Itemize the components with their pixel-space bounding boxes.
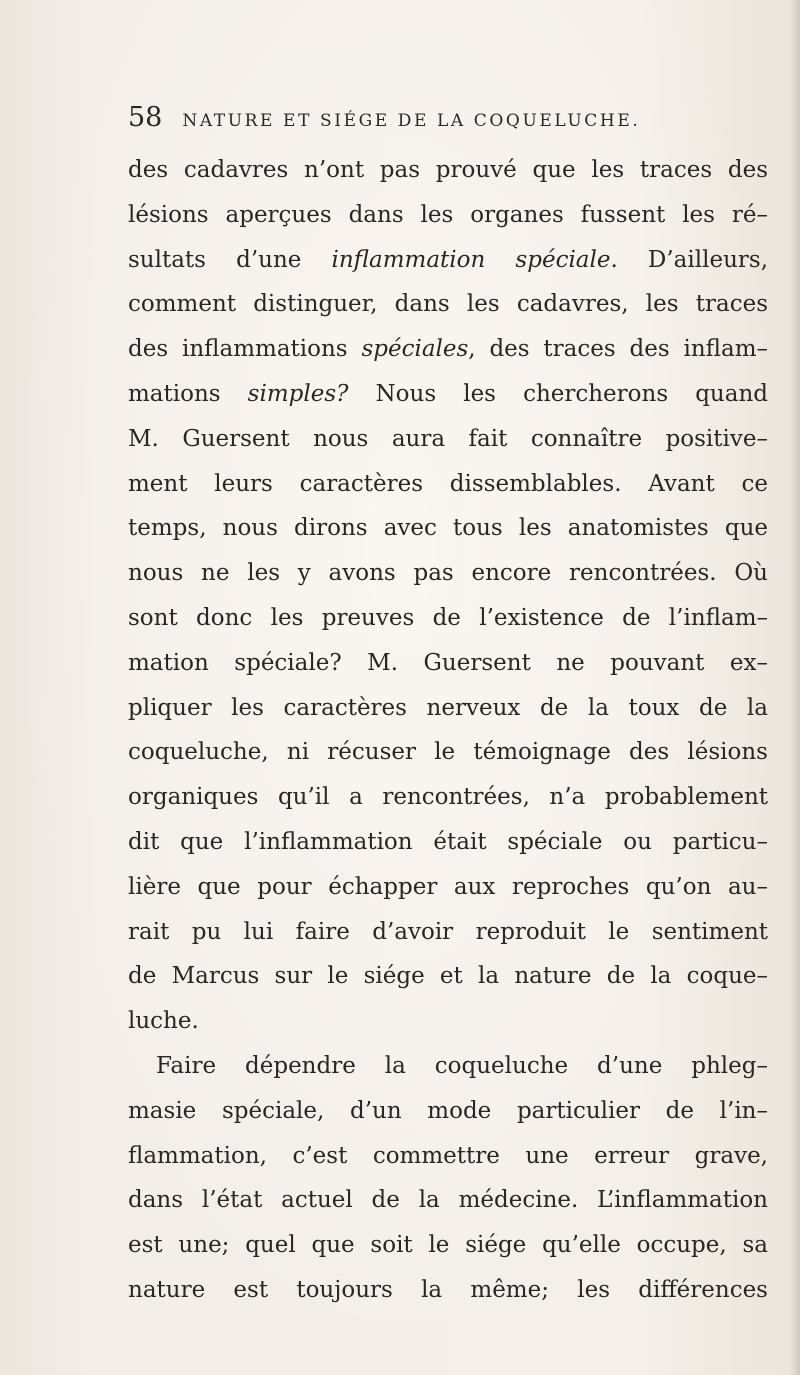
- text-line: pliquer les caractères nerveux de la toux de la: [128, 694, 768, 721]
- body-text: [128, 148, 768, 1313]
- text-line: nature est toujours la même; les différences: [128, 1276, 768, 1303]
- text-line: flammation, c’est commettre une erreur grave,: [128, 1142, 768, 1169]
- text-line: de Marcus sur le siége et la nature de la coque–: [128, 963, 768, 990]
- page-edge-shadow: [790, 0, 800, 1375]
- text-line: des inflammations spéciales, des traces des inflam–: [128, 336, 768, 363]
- italic-phrase: simples?: [247, 380, 349, 407]
- running-head: NATURE ET SIÉGE DE LA COQUELUCHE.: [182, 111, 641, 131]
- italic-phrase: inflammation spéciale: [331, 246, 611, 273]
- text-line: est une; quel que soit le siége qu’elle occupe, sa: [128, 1232, 768, 1259]
- text-line: comment distinguer, dans les cadavres, les traces: [128, 291, 768, 318]
- text-line: rait pu lui faire d’avoir reproduit le sentiment: [128, 918, 768, 945]
- text-line: coqueluche, ni récuser le témoignage des lésions: [128, 739, 768, 766]
- text-line: mations simples? Nous les chercherons quand: [128, 380, 768, 407]
- text-line: masie spéciale, d’un mode particulier de l’in–: [128, 1097, 768, 1124]
- text-line: mation spéciale? M. Guersent ne pouvant ex–: [128, 649, 768, 676]
- text-line: nous ne les y avons pas encore rencontrées. Où: [128, 560, 768, 587]
- text-line: lière que pour échapper aux reproches qu’on au–: [128, 873, 768, 900]
- text-line: des cadavres n’ont pas prouvé que les traces des: [128, 157, 768, 183]
- page-header: [128, 102, 748, 133]
- text-line: organiques qu’il a rencontrées, n’a probablement: [128, 784, 768, 811]
- text-line: dit que l’inflammation était spéciale ou particu–: [128, 828, 768, 855]
- text-line: lésions aperçues dans les organes fussent les ré–: [128, 201, 768, 228]
- text-line: sont donc les preuves de l’existence de l’inflam–: [128, 604, 768, 631]
- text-line: Faire dépendre la coqueluche d’une phleg–: [156, 1052, 768, 1079]
- page-number: 58: [128, 102, 163, 133]
- text-line: sultats d’une inflammation spéciale. D’ailleurs,: [128, 246, 768, 273]
- italic-phrase: spéciales: [361, 336, 469, 363]
- text-line: temps, nous dirons avec tous les anatomistes que: [128, 515, 768, 542]
- text-line: dans l’état actuel de la médecine. L’inflammation: [128, 1187, 768, 1214]
- text-line: ment leurs caractères dissemblables. Avant ce: [128, 470, 768, 497]
- text-line: M. Guersent nous aura fait connaître positive–: [128, 425, 768, 452]
- text-line: luche.: [128, 1008, 199, 1035]
